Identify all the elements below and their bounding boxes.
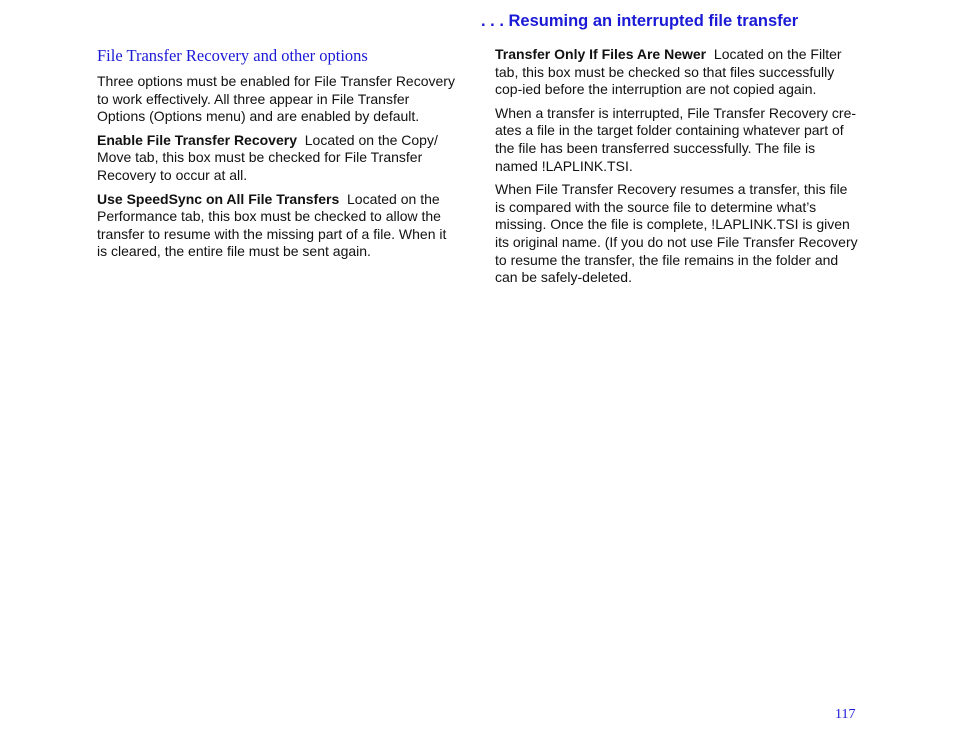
left-column xyxy=(97,46,459,267)
page-number: 117 xyxy=(835,707,856,722)
option-term: Enable File Transfer Recovery xyxy=(97,131,297,148)
option-text: Located on the Copy/ Move tab, this box must be checked for File Transfer Recovery to occur at all. xyxy=(97,131,438,183)
right-column xyxy=(495,46,861,293)
option-paragraph xyxy=(97,132,459,185)
option-paragraph xyxy=(97,191,459,261)
option-term: Transfer Only If Files Are Newer xyxy=(495,46,707,62)
option-term: Use SpeedSync on All File Transfers xyxy=(97,190,340,207)
body-paragraph: When a transfer is interrupted, File Transfer Recovery cre-ates a file in the target folder containing whatever part of the file has been transferred successfully. The file is named !LAPLINK.TSI. xyxy=(495,104,857,174)
body-paragraph: When File Transfer Recovery resumes a transfer, this file is compared with the source file to determine what’s missing. Once the file is complete, !LAPLINK.TSI is given its original name. (If you do not use File Transfer Recovery to resume the transfer, the file remains in the folder and can be safely-deleted. xyxy=(495,181,858,286)
option-paragraph xyxy=(495,46,861,99)
option-text: Located on the Performance tab, this box must be checked to allow the transfer to resume with the missing part of a file. When it is cleared, the entire file must be sent again. xyxy=(97,190,447,260)
option-text: Located on the Filter tab, this box must be checked so that files successfully cop-ied before the interruption are not copied again. xyxy=(495,46,842,98)
subheading: File Transfer Recovery and other options xyxy=(97,46,368,65)
section-header: . . . Resuming an interrupted file transfer xyxy=(481,12,799,30)
intro-paragraph: Three options must be enabled for File Transfer Recovery to work effectively. All three appear in File Transfer Options (Options menu) and are enabled by default. xyxy=(97,73,455,125)
